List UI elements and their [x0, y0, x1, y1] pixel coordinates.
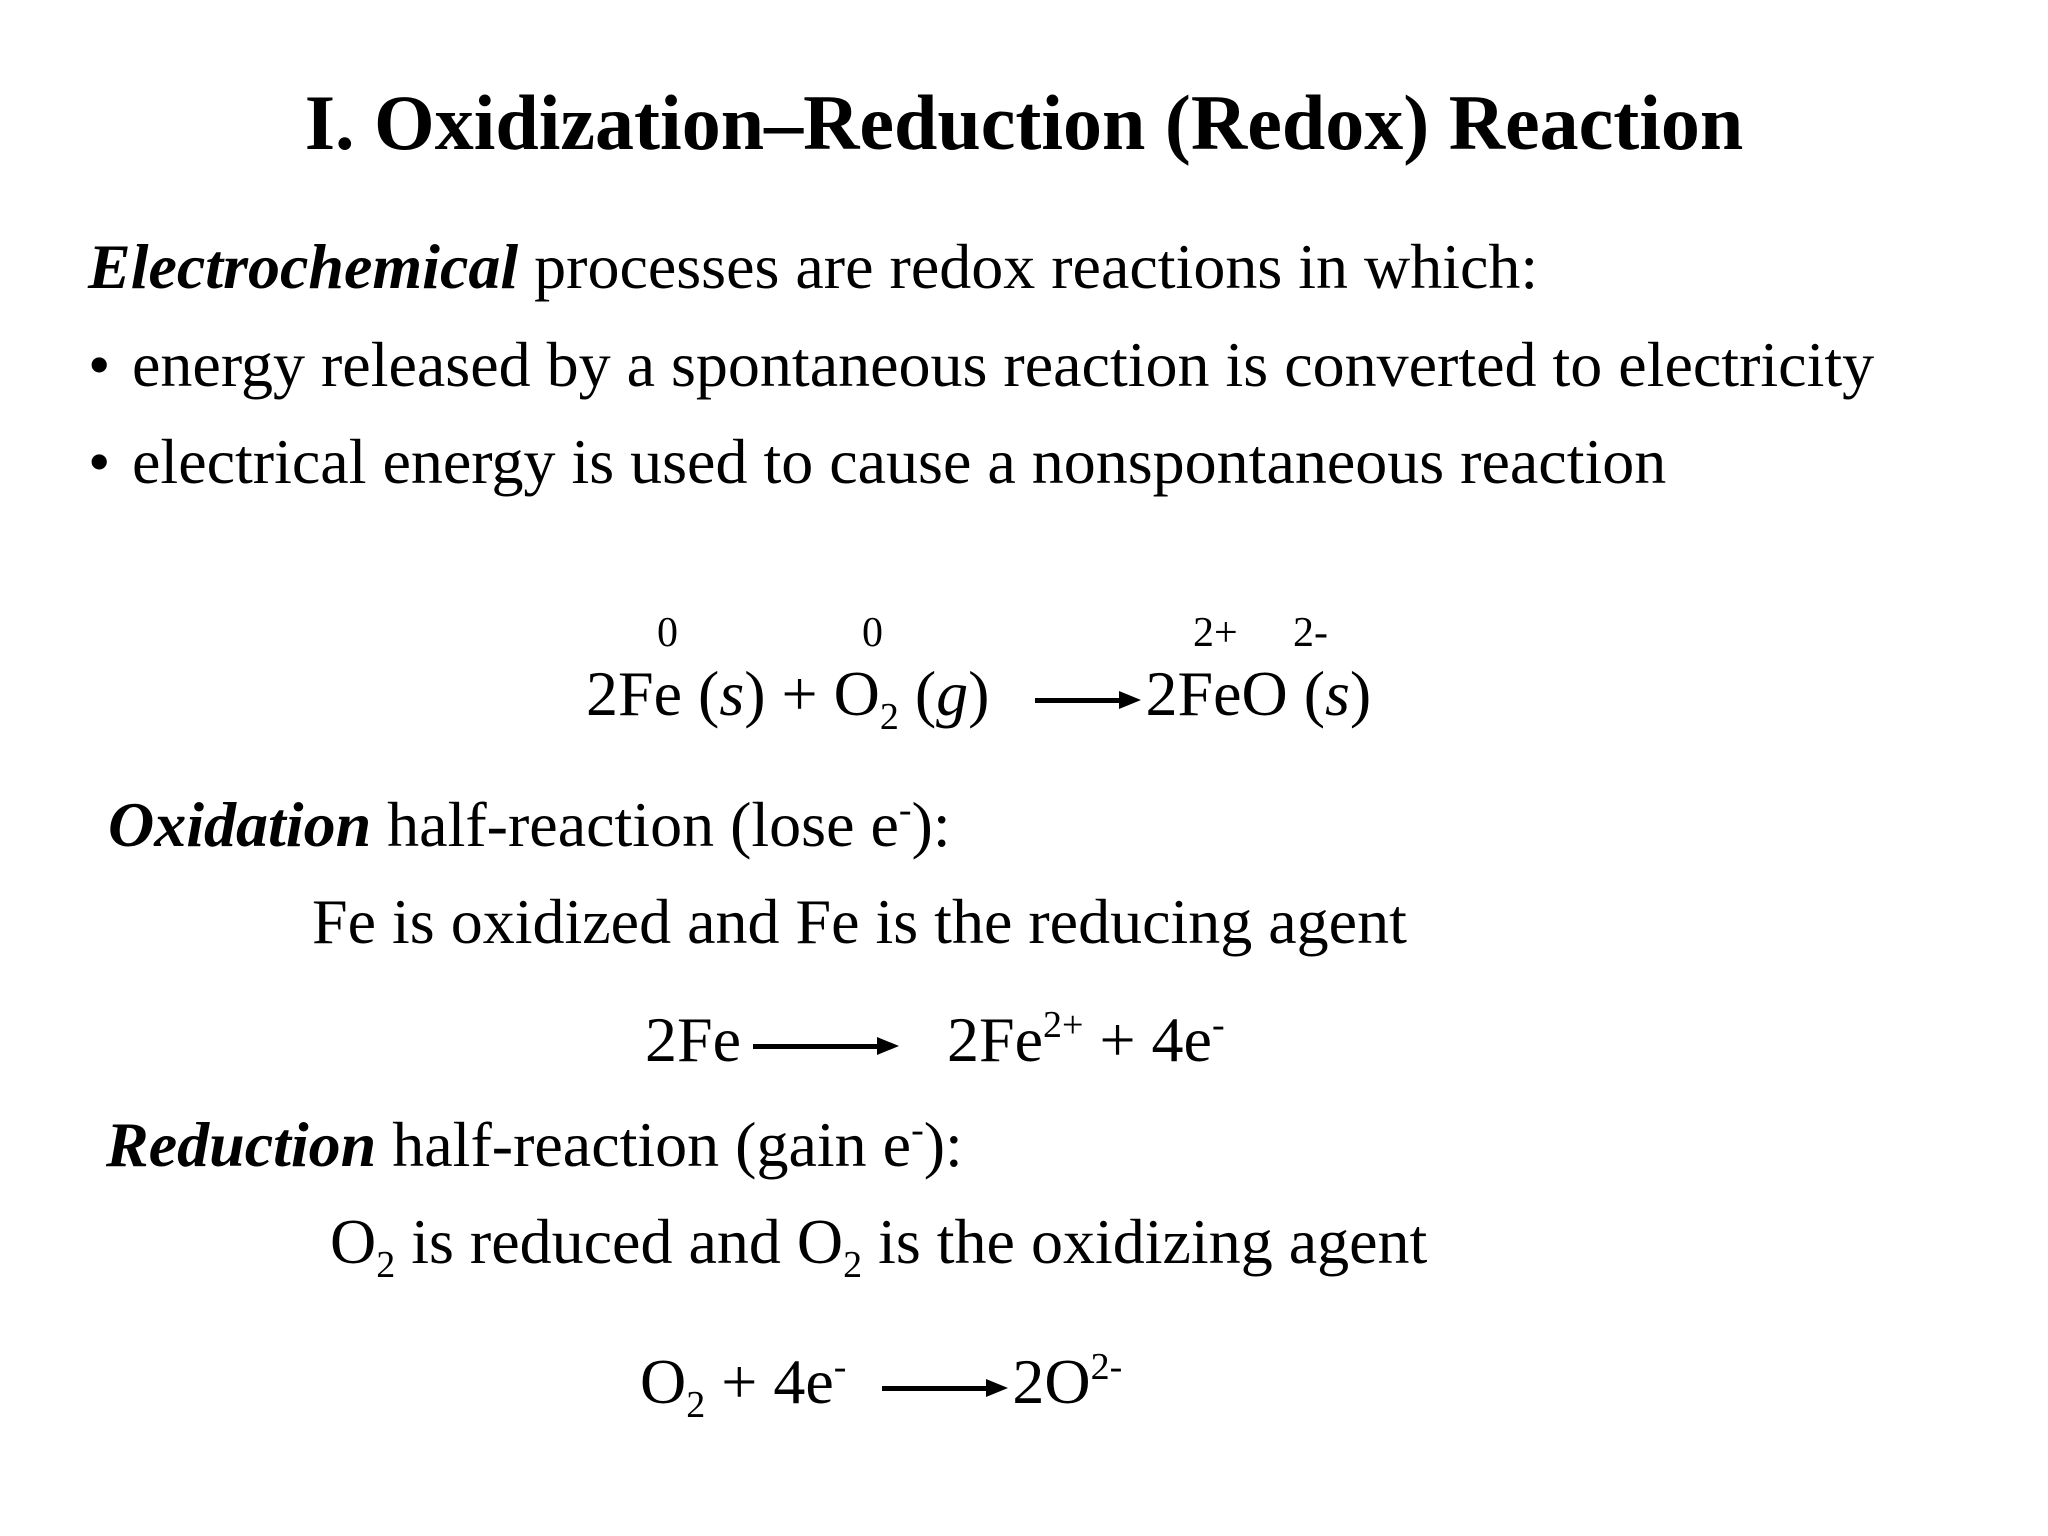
reduction-heading-end: ):	[923, 1109, 963, 1180]
eq-o2-open: (	[898, 658, 937, 729]
bullet-marker: •	[88, 426, 111, 497]
bullet-text: energy released by a spontaneous reaction is converted to electricity	[132, 329, 1875, 400]
electron-charge: -	[833, 1346, 847, 1388]
eq-product-state: s	[1325, 658, 1350, 729]
reaction-arrow	[1035, 691, 1141, 709]
eq-o2-subscript: 2	[879, 696, 899, 738]
reaction-arrow	[753, 1037, 899, 1055]
reduction-heading-text: half-reaction (gain e	[376, 1109, 912, 1180]
bullet-item	[88, 329, 1875, 400]
intro-text: processes are redox reactions in which:	[518, 231, 1539, 302]
electron-charge: -	[898, 789, 912, 831]
ox-eq-right: 2Fe	[947, 1004, 1043, 1075]
red-desc-end: is the oxidizing agent	[862, 1206, 1428, 1277]
ox-eq-left: 2Fe	[645, 1004, 741, 1075]
bullet-item	[88, 426, 1667, 497]
bullet-marker: •	[88, 329, 111, 400]
eq-plus-o: ) + O	[744, 658, 880, 729]
eq-o2-state: g	[936, 658, 969, 729]
red-eq-o: O	[640, 1346, 687, 1417]
slide-title: I. Oxidization–Reduction (Redox) Reaction	[304, 79, 1744, 166]
reduction-equation	[640, 1346, 1123, 1426]
red-eq-electrons: + 4e	[705, 1346, 834, 1417]
red-eq-subscript: 2	[686, 1384, 706, 1426]
eq-product: 2FeO (	[1145, 658, 1325, 729]
oxidation-description: Fe is oxidized and Fe is the reducing agent	[312, 886, 1407, 957]
red-desc-mid: is reduced and O	[395, 1206, 844, 1277]
intro-term: Electrochemical	[88, 231, 519, 302]
electron-charge: -	[911, 1109, 924, 1151]
oxidation-equation	[645, 1004, 1225, 1075]
red-eq-charge: 2-	[1090, 1346, 1123, 1388]
red-eq-right: 2O	[1012, 1346, 1091, 1417]
electron-charge: -	[1211, 1004, 1225, 1046]
eq-fe: 2Fe (	[586, 658, 720, 729]
red-desc-o: O	[330, 1206, 377, 1277]
oxidation-heading-text: half-reaction (lose e	[371, 789, 899, 860]
main-equation	[586, 658, 1372, 738]
ox-state-o2: 0	[862, 610, 883, 656]
eq-o2-close: )	[968, 658, 990, 729]
ox-eq-charge: 2+	[1043, 1004, 1084, 1046]
oxidation-heading-end: ):	[911, 789, 951, 860]
ox-eq-electrons: + 4e	[1083, 1004, 1212, 1075]
reduction-heading	[106, 1109, 963, 1180]
ox-state-fe-product: 2+	[1193, 610, 1238, 656]
ox-state-o-product: 2-	[1293, 610, 1328, 656]
red-desc-subscript: 2	[843, 1244, 863, 1286]
bullet-text: electrical energy is used to cause a nonspontaneous reaction	[132, 426, 1667, 497]
oxidation-term: Oxidation	[108, 789, 372, 860]
reduction-term: Reduction	[106, 1109, 377, 1180]
intro-line	[88, 231, 1539, 302]
eq-product-close: )	[1349, 658, 1372, 729]
eq-fe-state: s	[719, 658, 745, 729]
oxidation-heading	[108, 789, 951, 860]
reaction-arrow	[882, 1379, 1008, 1397]
red-desc-subscript: 2	[376, 1244, 396, 1286]
ox-state-fe: 0	[657, 610, 678, 656]
reduction-description	[330, 1206, 1428, 1286]
